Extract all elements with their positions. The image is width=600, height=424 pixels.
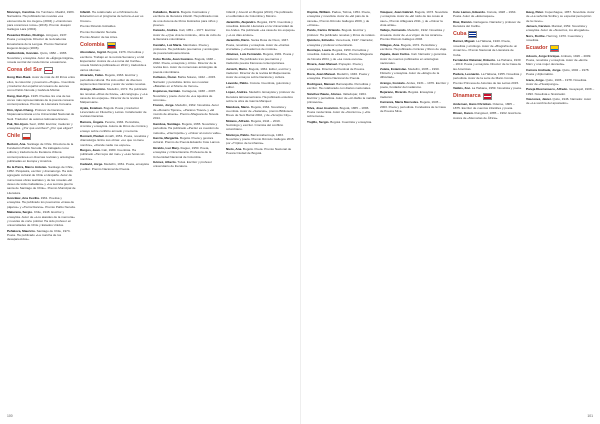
author-entry — [307, 82, 376, 91]
right-column-4 — [526, 10, 595, 408]
author-bio: Premio Fundación Neruda. — [80, 29, 117, 34]
author-entry — [80, 10, 149, 23]
author-bio: Marstal, 1952. Novelista y ensayista. Autor de «Nosotros, los ahogados». — [526, 24, 590, 33]
country-heading — [453, 93, 522, 100]
author-name: Bejarano, Ricardo. — [380, 90, 408, 95]
author-entry — [226, 52, 295, 65]
author-name: Roca, Juan Manuel. — [307, 71, 336, 76]
author-name: Restrepo, Laura. — [307, 48, 332, 53]
author-name: Icaza, Jorge. — [526, 77, 545, 82]
author-entry — [380, 28, 449, 41]
author-bio: 1945. Poetisa. Es una de las voces más representativas de la poesía coreana contemporánea. Premio de Literatura Coreana. — [7, 93, 74, 107]
author-entry — [307, 10, 376, 27]
author-name: Silva, José Asunción. — [307, 105, 339, 110]
author-name: Jiménez, Luis Fernando. — [226, 52, 263, 57]
country-name: Chile — [7, 133, 21, 140]
author-name: Molano, Alfredo. — [226, 118, 251, 123]
author-bio: Cali, 1951 – 1977. Escritor. Autor de «¡Que viva la música!», obra de culto de la literatura colombiana. — [153, 28, 221, 42]
author-name: Cadavid, Jorge. — [80, 162, 104, 167]
author-entry — [7, 142, 76, 164]
author-bio: Infantil y Juvenil en Bogotá (2013). Ha publicado en editoriales de Colombia y México. — [226, 10, 293, 19]
author-entry — [453, 111, 522, 120]
author-bio: La Habana, 1955. Novelista y periodista. Autor de la serie de Mario Conde. Premio Princesa de Asturias de las Letras 2015. — [453, 72, 522, 85]
author-name: Castaño, Luz María. — [153, 42, 183, 47]
author-bio: Bogotá. Poeta y gestora cultural. Premio de Poesía Eduardo Cote Lamus. — [153, 136, 221, 145]
author-entry — [226, 105, 295, 118]
chile-flag-icon — [22, 133, 31, 140]
author-entry — [307, 92, 376, 105]
right-column-3 — [453, 10, 522, 408]
author-name: Caballero, Beatriz. — [153, 10, 180, 14]
author-bio: Bogotá. Escritor y profesor. Ha publicado novelas y libros de relatos. — [307, 28, 376, 37]
author-name: Pardo, Carlos Orlando. — [307, 28, 341, 33]
author-name: Hong Man-Baek. — [7, 75, 32, 80]
author-bio: Bogotá. Ilustradora y escritora de literatura infantil. Ha publicado más de una docena de libros ilustrados para niños y jóvenes. — [153, 10, 219, 28]
page-number-left: 100 — [7, 414, 13, 418]
author-entry — [153, 89, 222, 102]
author-entry — [226, 67, 295, 80]
author-entry — [526, 68, 595, 77]
author-name: Padura, Leonardo. — [453, 72, 481, 77]
author-bio: Quito, 1946. Narrador. Autor de «La sombra del apostador». — [526, 97, 592, 106]
author-bio: Bogotá. Poeta. Premio Nacional de Poesía Ciudad de Bogotá. — [226, 146, 292, 156]
author-bio: Azogues, 1937. Poeta y ensayista. Director de la Academia Ecuatoriana de la Lengua. Premio Nacional Eugenio Espejo (2006). — [7, 32, 68, 50]
country-heading — [453, 31, 522, 38]
author-entry — [226, 90, 295, 103]
author-entry — [80, 35, 149, 39]
author-bio: Andes, 1931 – 1976. Escritor y poeta, fundador del nadaísmo. — [380, 80, 449, 89]
author-bio: La Habana, 1940. Poeta, novelista y etnólogo. Autor de «Biografía de un cimarrón». Premio Nacional de Literatura de Cuba. — [453, 39, 518, 57]
author-bio: Padua, Tolima, 1954. Poeta, ensayista y novelista. Autor de «El país de la canela», Premio Rómulo Gallegos 2009, y de «Ursúa». — [307, 10, 371, 28]
author-name: Ospina, William. — [307, 10, 331, 14]
author-name: Trujillo, Sergio. — [307, 119, 330, 124]
author-entry — [226, 20, 295, 37]
author-name: Valdés, Zoé. — [453, 86, 471, 91]
author-bio: Bogotá, 1976. Periodista y escritora. Trabajó en la revista Semana y en El Espectador. Autora de «La reina del Caribe», novela histórica publicada en 2014 y traducida a varios idiomas. — [80, 50, 147, 72]
author-name: Mendoza, Mario. — [226, 104, 251, 109]
author-name: Cobo Borda, Juan Gustavo. — [153, 56, 194, 61]
author-name: Abondano, Ingrid. — [80, 50, 107, 55]
author-bio: Bogotá, 1970. Cuentista y novelista. Estudió Literatura en la Universidad de los Andes. Ha publicado «La casa de los espejos» y «Los días azules». — [226, 19, 295, 37]
author-name: Vásquez, Juan Gabriel. — [380, 10, 414, 14]
author-bio: Cartagena. Narrador y profesor de literatura del Caribe. — [453, 19, 521, 29]
author-name: Jaramillo, Darío. — [226, 38, 251, 43]
author-name: De la Parra, Marco Antonio. — [7, 164, 48, 169]
country-name: Corea del Sur — [7, 66, 43, 73]
author-entry — [153, 28, 222, 41]
author-bio: Bogotá, 1973. Novelista y ensayista. Autor de «El ruido de las cosas al caer», Premio Alfaguara 2011, y de «Volver la vista atrás». — [380, 10, 448, 28]
author-bio: 1961. Poetisa y ensayista. Ha publicado los poemarios «Casa de pájaros» y «Tierra blanca». Premio Pablo Neruda. — [7, 196, 76, 209]
author-entry — [80, 106, 149, 119]
author-name: Pesantez Rodas, Rodrigo. — [7, 32, 46, 37]
author-name: Barrera, Ángela. — [80, 119, 104, 124]
author-entry — [380, 52, 449, 65]
author-name: Giraldo, Luz Mary. — [153, 145, 180, 150]
author-entry — [80, 24, 149, 28]
author-entry — [453, 58, 522, 71]
country-heading — [80, 42, 149, 49]
author-entry — [226, 10, 295, 19]
author-entry — [526, 54, 595, 67]
country-heading — [7, 133, 76, 140]
author-bio: Profesor de literatura hispanoamericana en la Universidad Nacional de Seúl. Traductor de autores latinoamericanos. — [7, 107, 75, 121]
author-entry — [7, 51, 76, 64]
author-name: Peñaloza, Mauricio. — [7, 228, 36, 233]
author-name: Díaz, Ramón. — [453, 19, 473, 24]
author-bio: Santa Rosa de Osos, 1947. Poeta, novelista y ensayista. Autor de «Cartas cruzadas» y «Cuadernos de música». — [226, 38, 290, 51]
author-bio: Herning, 1970. Cuentista y novelista. — [526, 33, 584, 43]
author-bio: Chile, 1948. Escritor y ensayista. Autor de «Los ataúdes de la memoria» y novelas de corte policial. Ha sido profesor en universidades de Chile y Estados Unidos. — [7, 210, 75, 228]
country-heading — [7, 67, 76, 74]
author-name: Rivera, Juan Manuel. — [307, 62, 338, 67]
author-entry — [307, 106, 376, 119]
author-entry — [80, 120, 149, 133]
author-bio: Barranquilla. Periodista y escritor. Ha colaborado con diarios nacionales. — [307, 81, 372, 91]
author-name: Barnet, Miguel. — [453, 39, 476, 44]
author-entry — [153, 136, 222, 145]
author-bio: Bogotá, 1964. Novelista y cuentista. Autor de «Satanás», premio Biblioteca Breve de Seix Barral 2002, y de «Scorpio City». — [226, 104, 293, 118]
author-entry — [307, 120, 376, 124]
author-entry — [7, 33, 76, 50]
author-bio: Medellín, 1942. Novelista y cineasta. Autor de «La virgen de los sicarios». Premio Rómulo Gallegos 2003. — [380, 28, 445, 42]
author-bio: Bogotá, 1948 – 2022. Poeta, ensayista y crítico. Director de la revista Eco. Autor de numerosas antologías de poesía colombiana. — [153, 56, 218, 74]
author-name: Pareja Diezcanseco, Alfredo. — [526, 87, 569, 92]
author-name: Sánchez Baute, Alonso. — [307, 91, 342, 96]
author-bio: Premio Altazor de las Artes. — [80, 35, 119, 39]
author-bio: Manizales. Poeta y profesora. Ha publicado poemarios y antologías de poesía latinoamericana. — [153, 42, 219, 56]
author-entry — [226, 38, 295, 51]
author-entry — [7, 10, 76, 32]
author-entry — [380, 90, 449, 99]
author-bio: Ambato, 1926 – 2009. Poeta, novelista y ensayista. Autor de «Entre Marx y una mujer desnuda». — [526, 53, 592, 67]
author-name: Andersen, Hans Christian. — [453, 101, 492, 106]
author-bio: Medellín, 1962. Novelista. Autor de «Rosario Tijeras», «Paraíso Travel» y «El mundo de afuera». Premio Alfaguara de Novela 2014. — [153, 103, 219, 121]
author-entry — [80, 148, 149, 161]
author-bio: Guayaquil, 1908 – 1993. Novelista e historiador. — [526, 87, 595, 96]
author-bio: Odense, 1805 – 1875. Escritor de cuentos infantiles y poeta. — [453, 101, 515, 110]
author-name: Laverde, Pablo. — [226, 80, 249, 85]
author-name: Gómez, Alberto. — [153, 159, 177, 164]
country-name: Ecuador — [526, 45, 548, 52]
author-bio: Bogotá, 1944 – 2019. Sociólogo y escritor. Cronista del conflicto colombiano. — [226, 118, 284, 132]
author-bio: Medellín, 1946. Poeta y ensayista. Premio Nacional de Poesía. — [307, 71, 370, 81]
author-name: Pak, Sin-Hyun. — [7, 122, 29, 127]
author-entry — [526, 34, 595, 43]
author-entry — [7, 108, 76, 121]
colombia-flag-icon — [107, 42, 116, 49]
author-entry — [380, 10, 449, 27]
author-entry — [226, 133, 295, 146]
author-bio: Medellín, 1961. Poeta, ensayista y editor. Premio Nacional de Poesía. — [80, 162, 149, 171]
author-entry — [80, 73, 149, 86]
author-name: Bonnett, Piedad. — [80, 134, 105, 138]
author-entry — [7, 75, 76, 92]
author-entry — [526, 10, 595, 23]
author-name: Jaramillo, Alejandro. — [226, 19, 257, 24]
author-bio: Ibagué, 1950. Poeta, ensayista y crítica literaria. Profesora de la Universidad Nacional de Colombia. — [153, 145, 212, 159]
korea-flag-icon — [44, 67, 53, 74]
author-bio: Valledupar, 1964. Escritor y periodista. Autor de «Al diablo la maldita primavera». — [307, 91, 376, 105]
author-entry — [307, 62, 376, 71]
author-entry — [380, 81, 449, 90]
author-bio: Pereira, 1984. Periodista, cronista y ensayista. Autora de libros de crónica y ensayo sobre conflicto armado y memoria. — [80, 119, 148, 133]
author-name: Nors, Dorthe. — [526, 33, 546, 38]
author-name: Moncayo, Carolina. — [7, 10, 36, 14]
author-bio: Venezuela, 1947. Narrador, ensayista y profesor universitario. — [307, 38, 374, 47]
author-name: Montoya, Pablo. — [226, 132, 250, 137]
author-name: Rodríguez, Manuel. — [307, 81, 336, 86]
author-entry — [7, 210, 76, 227]
author-entry — [526, 87, 595, 96]
author-bio: Barrancabermeja, 1963. Novelista y poeta. Premio Rómulo Gallegos 2015 por «Tríptico de la infamia». — [226, 132, 294, 146]
author-name: González, Ana Cecilia. — [7, 196, 40, 201]
author-bio: Medellín, 1972. Ha publicado las novelas «Días de lluvia», «El cangrejo» y «La casa de los espejos». Director de la revista El Malpensante. — [80, 87, 148, 105]
author-name: Alvarado, Fabio. — [80, 73, 105, 78]
author-name: Vallejo, Fernando. — [380, 28, 407, 33]
author-name: Jursich, Mario. — [226, 66, 248, 71]
author-name: Zapata, Juan Carlos. — [380, 52, 411, 57]
author-bio: Cartagena, 1938 – 2007. Novelista y poeta. Autor de «La tejedora de coronas». — [153, 89, 217, 102]
author-bio: La Habana, 1959. Novelista y poeta. — [471, 86, 522, 91]
author-bio: Bogotá, 1965. Novelista y periodista. Ha publicado «Perder es cuestión de método», «Necrópolis» y «Volver al oscuro valle». — [153, 121, 222, 135]
author-bio: Seúl, 1960. Escritor, traductor y ensayista. ¿Por qué escribes? ¿Por qué eliges? — [7, 122, 73, 131]
author-name: Nieto, Ana. — [226, 146, 243, 151]
author-bio: Santiago de Chile. Directora de la Fundación Pablo Neruda. Ha trabajado como editora y traductora de literatura chilena contemporánea en diversas revistas y antologías publicadas en Europa y América. — [7, 141, 75, 164]
author-name: Adoum, Jorge Enrique. — [526, 53, 561, 58]
author-name: Caicedo, Andrés. — [153, 28, 179, 33]
author-entry — [453, 20, 522, 29]
author-entry — [307, 72, 376, 81]
author-name: López, Andrés. — [226, 90, 249, 95]
author-name: Quintero, Ednodio. — [307, 38, 335, 43]
right-column-2 — [380, 10, 449, 408]
author-entry — [153, 57, 222, 74]
author-name: Bertoni, Ana. — [7, 141, 27, 146]
author-entry — [153, 146, 222, 159]
author-name: Arango, Gonzalo. — [380, 80, 406, 85]
author-entry — [80, 30, 149, 34]
author-bio: Autor de más de 40 libros entre ellos, la colección y poemario «Hojas». Cuentista y traductor del español al coreano de autores como Pablo Neruda y Gabriela Mistral. — [7, 75, 76, 93]
right-page — [300, 0, 600, 424]
author-entry — [526, 78, 595, 87]
author-name: Zaldumbide, Gonzalo. — [7, 51, 40, 56]
left-column-4 — [226, 10, 295, 408]
author-name: Jensen, Carsten. — [526, 24, 551, 29]
author-bio: Copenhague, 1957. Novelista. Autor de «La señorita Smilla y su especial percepción de la nieve». — [526, 10, 595, 23]
author-entry — [226, 119, 295, 132]
author-entry — [7, 122, 76, 131]
right-column-1 — [307, 10, 376, 408]
author-entry — [7, 229, 76, 242]
page-number-right: 101 — [587, 414, 593, 418]
country-name: Cuba — [453, 30, 467, 37]
author-bio: La Habana, 1930 – 2019. Poeta y ensayista. Director de la Casa de las Américas. — [453, 57, 522, 71]
author-entry — [453, 39, 522, 56]
author-bio: Bogotá. Ensayista y traductor. — [380, 90, 436, 99]
author-bio: Bogotá. Poeta y traductor. Licenciado en Filosofía y Letras. Colaborador de revistas literarias. — [80, 105, 147, 119]
author-bio: De Tumbaco. Madrid, 1983. Narradora. Ha publicado las novelas «La elocuencia de los ciegos» (2004) y «Canciones para corazones rotos» (2016). Premio Joaquín Gallegos Lara (2004). — [7, 10, 75, 32]
author-entry — [453, 10, 522, 19]
left-column-2 — [80, 10, 149, 408]
author-entry — [80, 134, 149, 147]
author-bio: Premio Ricardo Güiraldes. — [80, 24, 117, 29]
author-bio: Santiago de Chile, 1973. Poeta. Ha publicado «La marcha de los desaparecidos». — [7, 228, 71, 242]
author-name: Zuleta, Estanislao. — [380, 66, 408, 71]
author-name: Høeg, Peter. — [526, 10, 544, 14]
author-bio: Medellín, 1935 – 1990. Filósofo y ensayista. Autor de «Elogio de la dificultad». — [380, 66, 440, 80]
author-entry — [153, 75, 222, 88]
author-entry — [80, 87, 149, 104]
author-entry — [7, 94, 76, 107]
author-entry — [80, 50, 149, 72]
author-bio: Quito, 1902 – 1978. Poeta y diplomático. — [526, 67, 590, 77]
author-entry — [307, 38, 376, 47]
author-bio: Amalfi, 1951. Poeta, novelista y dramaturga. Entre sus obras: «Lo que no tiene nombre», «Donde nadie me espere». — [80, 134, 149, 147]
author-entry — [153, 160, 222, 169]
author-bio: Cali. Narrador y guionista. Autor de cuentos publicados en antologías nacionales. — [380, 52, 447, 66]
author-bio: Cali, 1980. Cuentista. Ha publicado «Tan lejos del mar» y «Las horas sin nombre». — [80, 148, 145, 161]
author-name: Ayala, Esteban. — [80, 105, 103, 110]
author-bio: Popayán. Poeta y ensayista. Director del Festival de Poesía. — [307, 62, 365, 71]
author-bio: Bahía Solano, 1942 – 2015. Narrador y periodista. Entre sus novelas: «Batallas en el Monte de Venus». — [153, 75, 217, 88]
author-name: Gamboa, Santiago. — [153, 121, 182, 126]
author-name: Maturana, Sergio. — [7, 210, 33, 215]
author-bio: Bogotá, 1950. Periodista y novelista. Autora de «Delirio», Premio Alfaguara de Novela 2004, y de «La novia oscura». — [307, 48, 373, 61]
author-name: Carrera Andrade, Jorge. — [526, 67, 562, 72]
author-entry — [380, 43, 449, 52]
author-bio: Santiago de Chile, 1952. Psiquiatra, escritor y dramaturgo. Ha sido agregado cultural de Chile en España. Autor de numerosas obras teatrales y de las novelas «El deseo de toda ciudadana» y «La secreta guerra santa de Santiago de Chile». Premio Municipal de Literatura. — [7, 164, 76, 195]
author-entry — [307, 48, 376, 61]
author-name: Burgos, Juan. — [80, 148, 101, 153]
author-bio: Bogotá. Cuentista y ensayista. — [330, 119, 373, 124]
denmark-flag-icon — [483, 93, 492, 100]
author-name: Villegas, Ana. — [380, 42, 400, 47]
country-name: Colombia — [80, 41, 105, 48]
author-entry — [7, 196, 76, 209]
author-bio: Bogotá, 1964. Editor, escritor y traductor. Director de la revista El Malpensante. Autor de ensayos sobre literatura y cultura. — [226, 66, 292, 80]
author-entry — [80, 162, 149, 171]
author-bio: Quito, 1906 – 1978. Novelista. Autor de «Huasipungo». — [526, 77, 588, 86]
left-column-1 — [7, 10, 76, 408]
author-entry — [526, 24, 595, 33]
author-entry — [226, 147, 295, 156]
author-name: Franco, Jorge. — [153, 103, 175, 108]
author-name: Arango, Mauricio. — [80, 87, 107, 92]
author-entry — [153, 122, 222, 135]
author-bio: Cúcuta. Cuentista, guionista y editor. — [226, 80, 291, 89]
author-entry — [153, 43, 222, 56]
ecuador-flag-icon — [550, 45, 559, 52]
left-column-3 — [153, 10, 222, 408]
author-entry — [226, 81, 295, 90]
author-name: Cote Lamus, Eduardo. — [453, 10, 486, 14]
author-name: Kim, Hyun-Chang. — [7, 107, 34, 112]
author-bio: Ha colaborado en el Ministerio de Educación en el programa de lectura «Leer es Crecer». — [80, 10, 144, 23]
author-bio: Cúcuta, 1928 – 1964. Poeta. Autor de «Estoraques». — [453, 10, 517, 19]
author-entry — [453, 72, 522, 85]
author-bio: Bogotá, 1981. Poeta y traductor. Ha publicado tres poemarios y traducido poesía francesa contemporánea. — [226, 52, 294, 66]
author-entry — [153, 103, 222, 120]
author-entry — [453, 86, 522, 90]
author-entry — [380, 67, 449, 80]
author-bio: Bogotá, 1972. Periodista y escritora. Ha publicado crónicas y libros de viaje. — [380, 42, 448, 51]
author-bio: Quito, 1882 – 1965. Novelista y ensayista. Autor de «Égloga trágica», novela central del modernismo ecuatoriano. — [7, 51, 75, 64]
author-entry — [453, 102, 522, 111]
author-bio: Bogotá, 1865 – 1896. Poeta modernista. Autor de «Nocturno» y «De sobremesa». — [307, 105, 371, 119]
author-entry — [307, 28, 376, 37]
cuba-flag-icon — [468, 31, 477, 38]
author-name: García, Margarita. — [153, 136, 180, 141]
author-entry — [380, 100, 449, 113]
author-name: Blixen, Karen. — [453, 111, 474, 116]
author-bio: Tuluá. Escritor y profesor universitario de literatura. — [153, 159, 212, 169]
author-name: Vásconez, Javier. — [526, 97, 552, 102]
author-bio: Bogotá, 1963. Escritor y periodista cultural. Ha sido editor de diversos suplementos literarios y autor de varias novelas. — [80, 73, 147, 86]
author-bio: Rungsted, 1885 – 1962. Escritora. Autora de «Memorias de África». — [453, 111, 522, 120]
author-entry — [7, 165, 76, 195]
country-heading — [526, 45, 595, 52]
author-entry — [526, 97, 595, 106]
author-bio: Medellín. Ensayista y profesor de literatura latinoamericana. Ha publicado estudios sobre la obra de García Márquez. — [226, 90, 295, 104]
author-name: Fernández Retamar, Roberto. — [453, 57, 496, 62]
author-name: Infantil. — [80, 10, 91, 14]
author-entry — [153, 10, 222, 27]
author-name: Kang, Eun-Kyo. — [7, 93, 31, 98]
author-name: Espinosa, Germán. — [153, 89, 182, 94]
author-name: Collazos, Óscar. — [153, 75, 177, 80]
country-name: Dinamarca — [453, 93, 481, 100]
author-name: Carranza, María Mercedes. — [380, 100, 420, 105]
author-bio: Bogotá, 1945 – 2003. Poeta y periodista. Fundadora de la Casa de Poesía Silva. — [380, 100, 446, 113]
